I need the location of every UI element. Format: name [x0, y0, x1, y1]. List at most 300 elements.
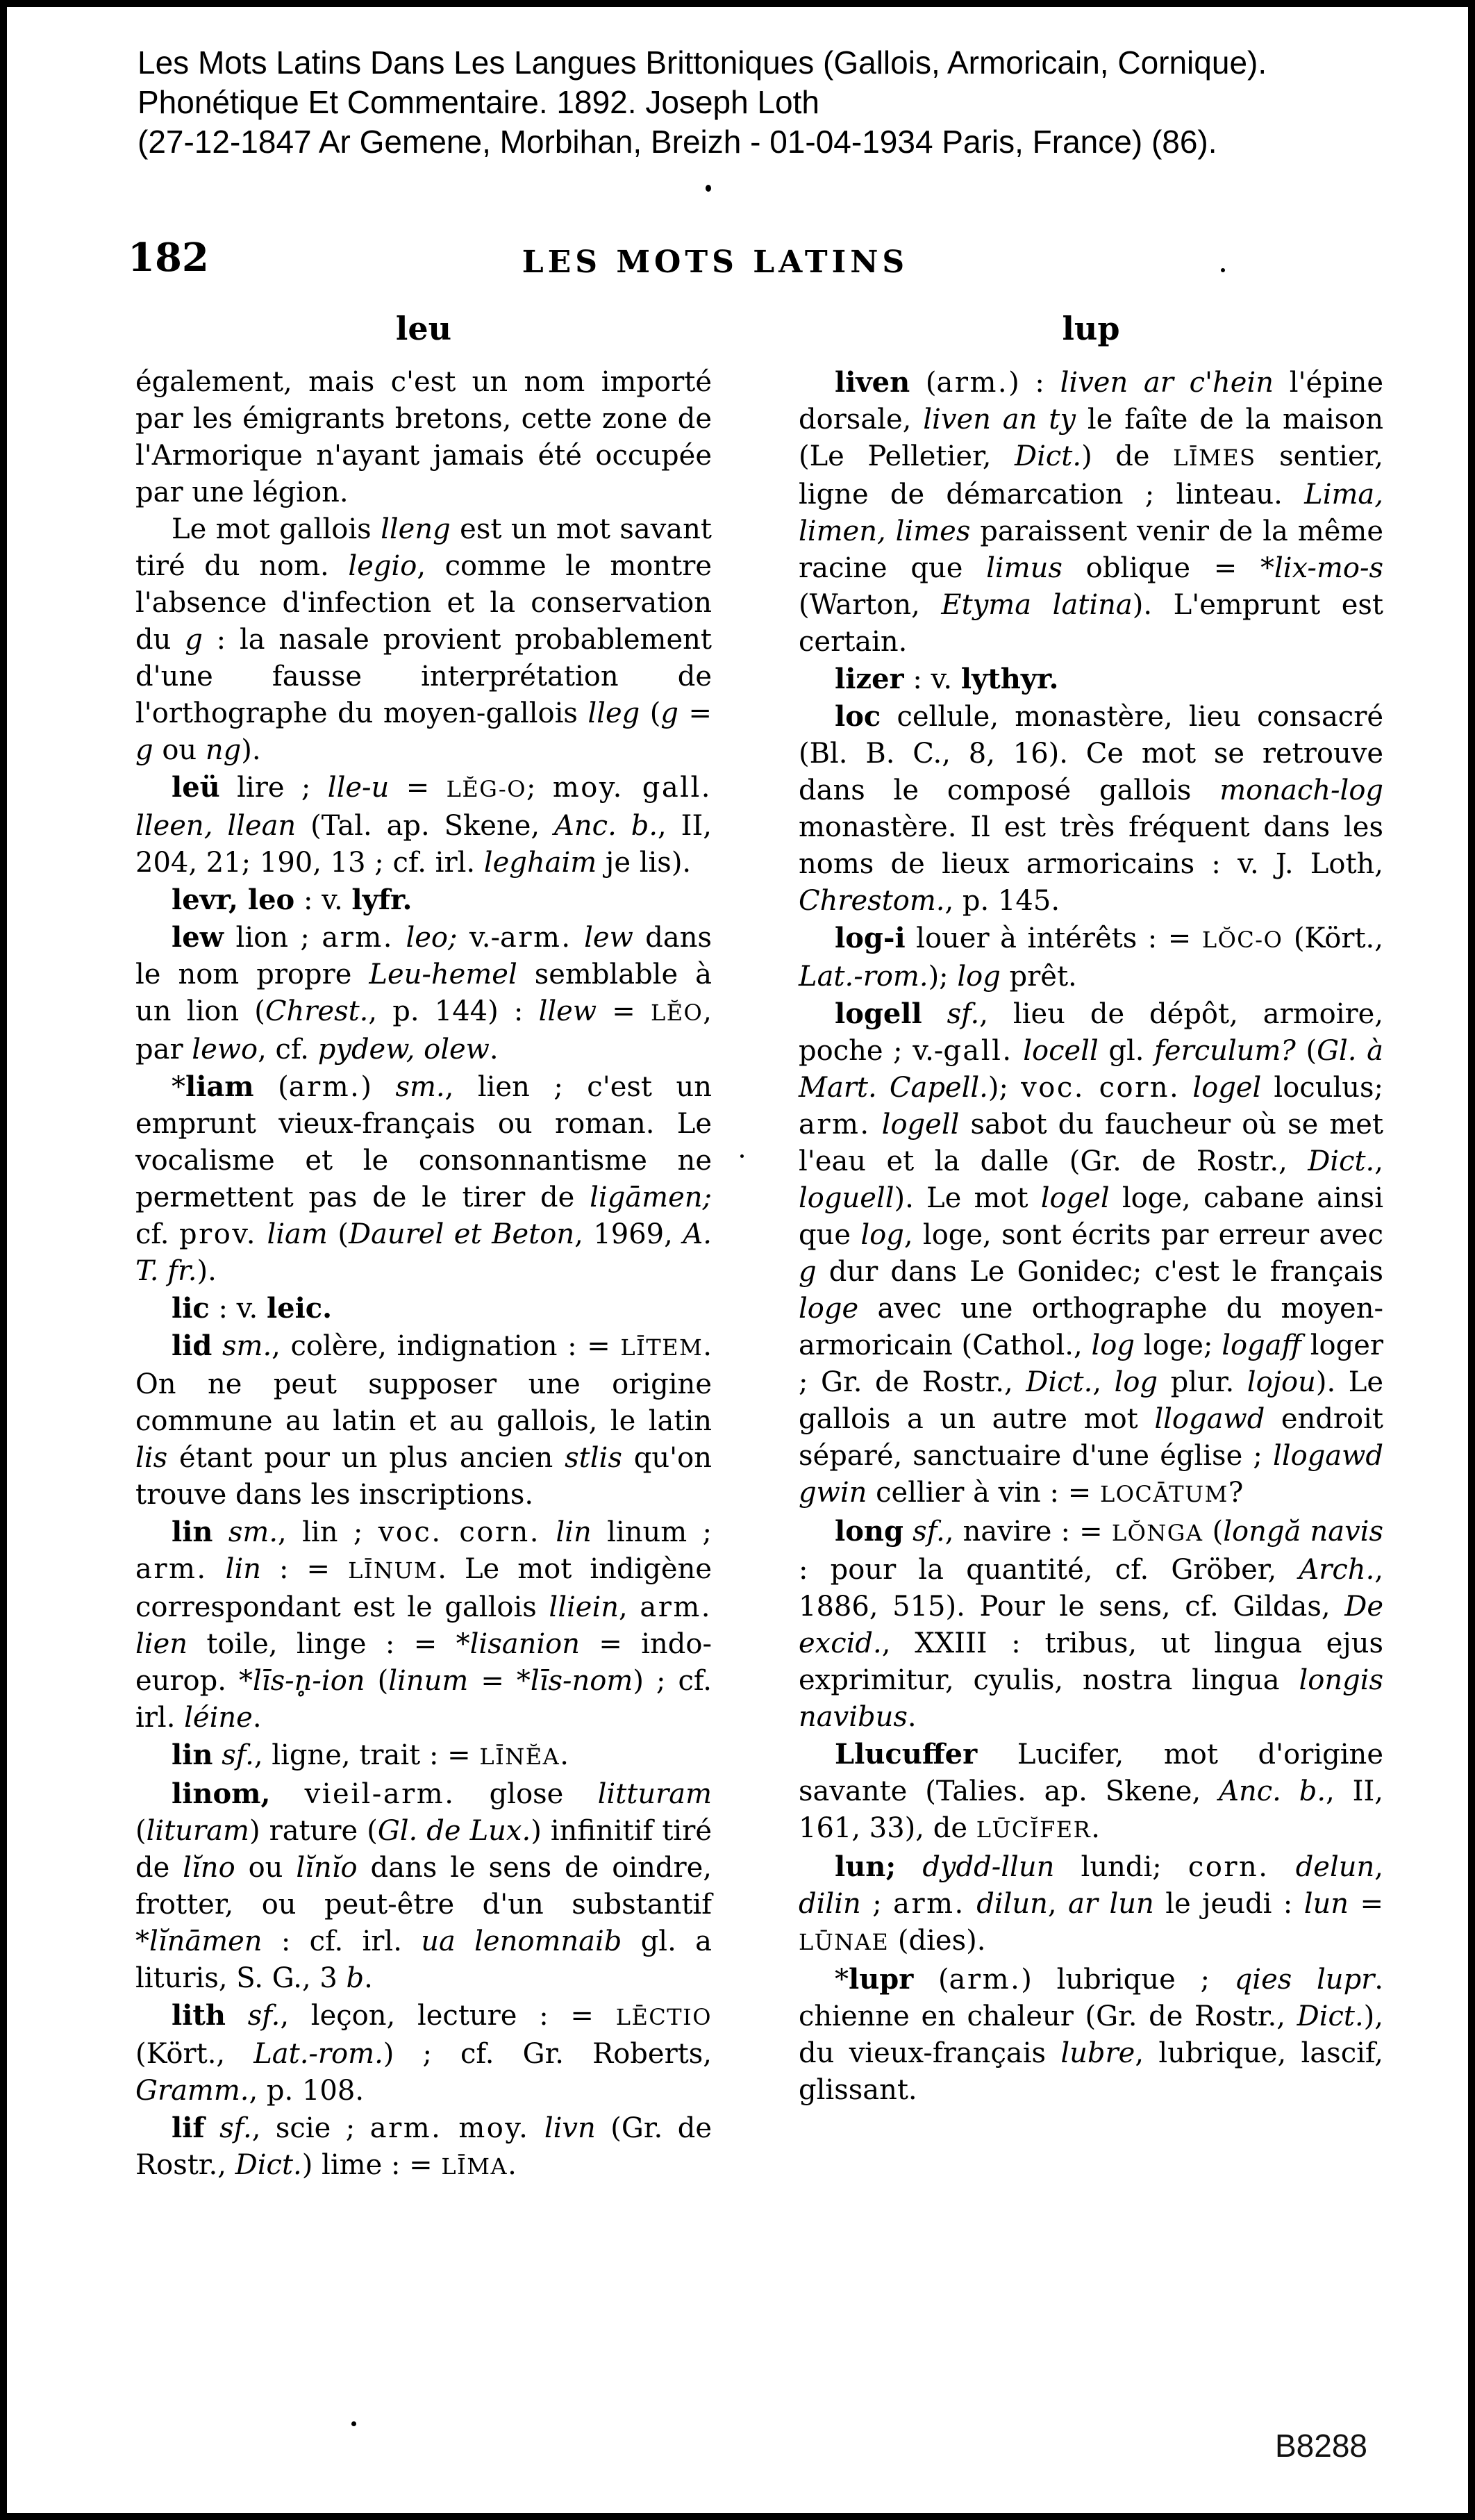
- text-segment: le faîte de la maison (Le Pelletier,: [799, 404, 1383, 472]
- text-segment: ) lubrique ;: [1021, 1964, 1235, 1996]
- text-segment: liven an ty: [923, 404, 1076, 436]
- text-segment: Leu-hemel: [369, 959, 517, 990]
- text-segment: (Tal. ap. Skene,: [296, 810, 555, 842]
- entry-paragraph: [135, 1736, 712, 1775]
- text-segment: leo;: [406, 922, 458, 954]
- text-segment: , lieu de dépôt, armoire, poche ; v.-: [799, 998, 1384, 1067]
- text-segment: , par: [135, 995, 712, 1066]
- text-segment: līs-n̥-ion: [253, 1665, 365, 1697]
- entry-paragraph: [135, 1327, 712, 1514]
- text-segment: (: [253, 1071, 289, 1103]
- text-segment: , comme le montre l'absence d'infection et la conservation du: [135, 550, 712, 656]
- text-segment: sf.: [247, 2000, 281, 2032]
- text-segment: De excid.: [799, 1591, 1383, 1659]
- text-segment: qu'on trouve dans les inscriptions.: [135, 1442, 712, 1511]
- text-segment: sentier, ligne de démarcation ; linteau.: [799, 440, 1384, 511]
- text-segment: lun: [1303, 1888, 1349, 1920]
- text-segment: Gl. de Lux.: [377, 1815, 531, 1847]
- entry-paragraph: [799, 920, 1383, 995]
- text-segment: delun: [1295, 1851, 1375, 1883]
- text-segment: arm.: [288, 1071, 361, 1103]
- text-segment: g: [135, 734, 153, 766]
- text-segment: arm. moy.: [369, 2112, 530, 2144]
- text-segment: ). Le mot: [894, 1182, 1041, 1214]
- text-segment: (Gr. de Rostr.,: [135, 2112, 712, 2181]
- text-segment: g: [185, 624, 203, 656]
- text-segment: Lima, limen, limes: [799, 479, 1383, 547]
- column-head-leu: leu: [395, 310, 452, 347]
- text-segment: [212, 1739, 222, 1771]
- text-segment: LOCĀTUM: [1099, 1481, 1228, 1507]
- text-segment: (: [135, 1815, 147, 1847]
- text-segment: (: [327, 1218, 349, 1250]
- text-segment: = *: [468, 1665, 531, 1697]
- book-title-header: [138, 43, 1388, 162]
- text-segment: . chienne en chaleur (Gr. de Rostr.,: [799, 1964, 1384, 2032]
- text-segment: arm.: [949, 1964, 1022, 1996]
- text-segment: A. T. fr.: [135, 1218, 712, 1287]
- text-segment: arm.: [135, 1553, 208, 1585]
- text-segment: longă navis: [1223, 1516, 1383, 1548]
- text-segment: ).: [241, 734, 261, 766]
- text-segment: [572, 922, 584, 954]
- text-segment: arm.: [799, 1109, 871, 1141]
- text-segment: legio: [348, 550, 417, 582]
- text-segment: .: [560, 1739, 569, 1771]
- text-segment: arm.: [936, 367, 1009, 399]
- text-segment: );: [928, 961, 958, 993]
- text-segment: llogawd: [1154, 1403, 1265, 1435]
- text-segment: , 1886, 515). Pour le sens, cf. Gildas,: [799, 1554, 1383, 1623]
- text-segment: Dict.: [1297, 2000, 1364, 2032]
- entry-paragraph: [799, 1513, 1383, 1736]
- text-segment: , p. 144) :: [368, 995, 539, 1027]
- text-segment: gl. a lituris, S. G., 3: [135, 1925, 712, 1994]
- text-segment: LĔO: [650, 1000, 703, 1026]
- text-segment: l'épine dorsale,: [799, 367, 1383, 436]
- text-segment: [226, 2000, 248, 2032]
- text-segment: ,: [619, 1591, 640, 1623]
- text-segment: (: [910, 367, 937, 399]
- text-segment: Lat.-rom.: [253, 2038, 383, 2070]
- text-segment: Lucifer, mot d'origine savante (Talies. ap. Skene,: [799, 1739, 1383, 1807]
- text-segment: Anc. b.: [1219, 1775, 1326, 1807]
- text-segment: lin: [172, 1739, 213, 1771]
- text-segment: : v.: [209, 1293, 267, 1325]
- text-segment: (Kört.,: [1283, 922, 1383, 954]
- text-segment: g: [660, 697, 678, 729]
- text-segment: lid: [172, 1329, 212, 1362]
- text-segment: lleng: [381, 513, 451, 545]
- entry-paragraph: [799, 364, 1383, 661]
- scan-speck: [706, 185, 711, 192]
- text-segment: pydew, olew: [317, 1034, 490, 1066]
- text-segment: lizer: [835, 663, 904, 695]
- text-segment: lith: [172, 1999, 226, 2032]
- running-title: LES MOTS LATINS: [522, 244, 909, 280]
- entry-paragraph: [135, 1068, 712, 1290]
- text-segment: liven: [835, 366, 910, 399]
- text-segment: LĔG-O: [446, 776, 526, 802]
- text-segment: cellier à vin : =: [867, 1477, 1100, 1509]
- text-segment: [1013, 1035, 1024, 1067]
- text-segment: dans le sens de oindre, frotter, ou peut-être d'un substantif *: [135, 1852, 712, 1957]
- text-segment: ua lenomnaib: [421, 1925, 622, 1957]
- text-segment: . On ne peut supposer une origine commune au latin et au gallois, le latin: [135, 1330, 712, 1437]
- text-segment: sf.: [222, 1739, 254, 1771]
- text-segment: linom,: [172, 1777, 271, 1810]
- text-segment: lin: [225, 1553, 262, 1585]
- text-segment: , cf.: [258, 1034, 318, 1066]
- text-segment: (: [1295, 1035, 1317, 1067]
- text-segment: monach-log: [1219, 774, 1383, 806]
- book-title-line3: (27-12-1847 Ar Gemene, Morbihan, Breizh - 01-04-1934 Paris, France) (86).: [138, 124, 1217, 160]
- text-segment: lew: [584, 922, 633, 954]
- text-segment: : la nasale provient probablement d'une fausse interprétation de l'orthographe du moyen-gallois: [135, 624, 712, 729]
- text-segment: g: [799, 1256, 817, 1288]
- text-segment: : =: [261, 1553, 349, 1585]
- text-segment: lĭnĭo: [296, 1852, 358, 1884]
- text-segment: leghaim: [483, 847, 597, 879]
- text-segment: long: [835, 1515, 903, 1548]
- text-segment: prov.: [179, 1218, 257, 1250]
- text-segment: je lis).: [597, 847, 692, 879]
- text-segment: lĭno: [183, 1852, 235, 1884]
- text-segment: lyfr.: [351, 884, 412, 916]
- text-segment: = indo-europ. *: [135, 1628, 712, 1697]
- text-segment: .: [489, 1034, 499, 1066]
- text-segment: dur dans Le Gonidec; c'est le français: [816, 1256, 1383, 1288]
- text-segment: Gl. à Mart. Capell.: [799, 1035, 1383, 1104]
- text-segment: [208, 1553, 226, 1585]
- text-segment: lisanion: [469, 1628, 580, 1660]
- text-segment: LĪTEM: [620, 1334, 703, 1361]
- text-segment: sabot du faucheur où se met l'eau et la dalle (Gr. de Rostr.,: [799, 1109, 1383, 1177]
- text-segment: [871, 1109, 882, 1141]
- text-segment: qies lupr: [1234, 1964, 1375, 1996]
- text-segment: glose: [455, 1778, 598, 1810]
- text-segment: , II, 204, 21; 190, 13 ; cf. irl.: [135, 810, 712, 879]
- text-segment: , p. 145.: [944, 885, 1060, 917]
- scan-speck: [351, 2421, 356, 2426]
- text-segment: [1269, 1851, 1296, 1883]
- text-segment: arm.: [893, 1888, 965, 1920]
- entry-paragraph: [799, 1736, 1383, 1848]
- text-segment: [922, 998, 947, 1030]
- text-segment: [257, 1218, 267, 1250]
- text-segment: locell: [1023, 1035, 1099, 1067]
- entry-paragraph: [135, 364, 712, 511]
- text-segment: (: [1203, 1516, 1224, 1548]
- text-segment: lituram: [146, 1815, 249, 1847]
- text-segment: léine: [184, 1702, 253, 1734]
- text-segment: *: [835, 1964, 849, 1996]
- text-segment: ou: [235, 1852, 297, 1884]
- scan-speck: [740, 1154, 744, 1158]
- text-segment: ) ; cf. Gr. Roberts,: [383, 2038, 712, 2070]
- text-segment: toile, linge : = *: [188, 1628, 470, 1660]
- text-segment: loge, cabane ainsi que: [799, 1182, 1383, 1251]
- text-segment: LĪMES: [1173, 445, 1256, 471]
- text-segment: cf.: [135, 1218, 180, 1250]
- text-segment: lle-u: [327, 772, 390, 804]
- text-segment: linum: [388, 1665, 469, 1697]
- text-segment: Etyma latina: [941, 589, 1133, 621]
- text-segment: [896, 1851, 922, 1883]
- entry-paragraph: [799, 698, 1383, 920]
- text-segment: ,: [1374, 1145, 1383, 1177]
- entry-paragraph: [135, 511, 712, 769]
- text-segment: semblable à un lion (: [135, 959, 712, 1027]
- book-title-line2: Phonétique Et Commentaire. 1892. Joseph Loth: [138, 84, 819, 120]
- text-segment: Chrest.: [265, 995, 369, 1027]
- text-segment: logell: [881, 1109, 960, 1141]
- text-segment: ), du vieux-français: [799, 2000, 1383, 2069]
- text-segment: longis navibus: [799, 1664, 1383, 1733]
- text-segment: LĪNUM: [348, 1557, 438, 1584]
- text-segment: v.-: [457, 922, 501, 954]
- text-segment: louer à intérêts : =: [905, 922, 1202, 954]
- text-segment: , lien ; c'est un emprunt vieux-français ou roman. Le vocalisme et le consonnantisme ne permettent pas de le tirer de: [135, 1071, 712, 1213]
- text-segment: log-i: [835, 922, 906, 954]
- text-segment: logaff: [1222, 1329, 1301, 1361]
- text-segment: lin: [556, 1516, 592, 1548]
- text-segment: (Warton,: [799, 589, 942, 621]
- text-segment: ;: [860, 1888, 894, 1920]
- text-segment: LĪMA: [441, 2153, 508, 2180]
- text-segment: lif: [172, 2112, 205, 2144]
- text-segment: , ligne, trait : =: [253, 1739, 480, 1771]
- text-segment: le jeudi :: [1153, 1888, 1304, 1920]
- text-segment: avec une orthographe du moyen-armoricain (Cathol.,: [799, 1293, 1383, 1361]
- text-segment: lundi;: [1054, 1851, 1188, 1883]
- text-segment: lubre: [1060, 2037, 1135, 2069]
- text-segment: sf.: [912, 1516, 945, 1548]
- text-segment: log: [1114, 1366, 1158, 1398]
- text-segment: oblique = *: [1062, 552, 1274, 584]
- text-segment: : cf. irl.: [262, 1925, 422, 1957]
- text-segment: .: [508, 2149, 517, 2181]
- text-segment: ;: [526, 772, 553, 804]
- text-segment: ligāmen;: [590, 1182, 712, 1213]
- text-segment: gall.: [943, 1035, 1013, 1067]
- footer-code: B8288: [1275, 2428, 1368, 2464]
- text-segment: , lubrique, lascif, glissant.: [799, 2037, 1383, 2106]
- text-segment: llew: [538, 995, 597, 1027]
- entry-paragraph: [799, 995, 1383, 1513]
- text-segment: *: [172, 1071, 185, 1103]
- text-segment: stlis: [565, 1442, 622, 1474]
- text-segment: log: [860, 1219, 904, 1251]
- text-segment: voc. corn.: [378, 1516, 540, 1548]
- text-segment: ferculum?: [1154, 1035, 1296, 1067]
- page-number: 182: [128, 235, 209, 281]
- text-segment: lleen, llean: [135, 810, 297, 842]
- text-segment: lion ;: [224, 922, 322, 954]
- text-segment: Arch.: [1299, 1554, 1375, 1586]
- text-segment: , scie ;: [251, 2112, 370, 2144]
- text-segment: arm.: [322, 922, 394, 954]
- text-segment: [205, 2112, 219, 2144]
- text-segment: ,: [1374, 1851, 1384, 1883]
- entry-paragraph: [135, 1775, 712, 1997]
- text-segment: LŎC-O: [1201, 927, 1283, 953]
- text-segment: Daurel et Beton: [349, 1218, 575, 1250]
- text-segment: LĪNĔA: [479, 1743, 560, 1770]
- text-segment: loger ; Gr. de Rostr.,: [799, 1329, 1384, 1398]
- entry-paragraph: [135, 1997, 712, 2109]
- right-column: [799, 364, 1383, 2109]
- text-segment: sm.: [228, 1516, 278, 1548]
- entry-paragraph: [799, 1848, 1383, 1961]
- text-segment: ng: [205, 734, 242, 766]
- text-segment: gl.: [1098, 1035, 1155, 1067]
- text-segment: linum ;: [591, 1516, 712, 1548]
- text-segment: dilin: [799, 1888, 861, 1920]
- text-segment: Dict.: [1308, 1145, 1375, 1177]
- text-segment: ): [360, 1071, 396, 1103]
- text-segment: loc: [835, 700, 881, 733]
- text-segment: sf.: [947, 998, 980, 1030]
- text-segment: dans le nom propre: [135, 922, 712, 990]
- text-segment: leü: [172, 771, 220, 804]
- text-segment: endroit séparé, sanctuaire d'une église ;: [799, 1403, 1383, 1472]
- entry-paragraph: [799, 661, 1383, 698]
- text-segment: ) :: [1008, 367, 1060, 399]
- text-segment: =: [597, 995, 651, 1027]
- text-segment: paraissent venir de la même racine que: [799, 515, 1383, 584]
- text-segment: ).: [197, 1255, 217, 1287]
- text-segment: lire ;: [219, 772, 328, 804]
- text-segment: ou: [153, 734, 206, 766]
- text-segment: Gramm.: [135, 2075, 249, 2107]
- text-segment: loguell: [799, 1182, 894, 1214]
- text-segment: lun;: [835, 1850, 897, 1883]
- text-segment: [270, 1778, 304, 1810]
- text-segment: LŪCĬFER: [976, 1816, 1092, 1843]
- text-segment: logel: [1192, 1072, 1262, 1104]
- text-segment: cellule, monastère, lieu consacré (Bl. B. C., 8, 16). Ce mot se retrouve dans le composé gallois: [799, 701, 1383, 806]
- text-segment: , 1969,: [574, 1218, 683, 1250]
- text-segment: (: [365, 1665, 389, 1697]
- text-segment: , p. 108.: [249, 2075, 365, 2107]
- text-segment: liam: [267, 1218, 328, 1250]
- text-segment: arm.: [640, 1591, 712, 1623]
- text-segment: sm.: [395, 1071, 445, 1103]
- text-segment: .: [907, 1701, 917, 1733]
- text-segment: moy. gall.: [552, 772, 712, 804]
- text-segment: (Kört.,: [135, 2038, 254, 2070]
- text-segment: également, mais c'est un nom importé par les émigrants bretons, cette zone de l'Armorique n'ayant jamais été occupée par une légion.: [135, 366, 712, 508]
- entry-paragraph: [135, 1514, 712, 1736]
- text-segment: loge: [799, 1293, 859, 1325]
- text-segment: logel: [1040, 1182, 1110, 1214]
- text-segment: Dict.: [1026, 1366, 1093, 1398]
- text-segment: [212, 1516, 228, 1548]
- text-segment: LĒCTIO: [615, 2004, 712, 2030]
- text-segment: [965, 1888, 976, 1920]
- text-segment: ?: [1228, 1477, 1244, 1509]
- text-segment: livn: [544, 2112, 596, 2144]
- entry-paragraph: [135, 769, 712, 881]
- text-segment: : v.: [903, 663, 961, 695]
- text-segment: ) rature (: [249, 1815, 378, 1847]
- text-segment: ) ; cf. irl.: [135, 1665, 712, 1734]
- text-segment: ,: [1092, 1366, 1115, 1398]
- text-segment: sf.: [219, 2112, 252, 2144]
- text-segment: liam: [185, 1070, 254, 1103]
- text-segment: lin: [172, 1516, 213, 1548]
- text-segment: līs-nom: [530, 1665, 633, 1697]
- text-segment: (dies).: [889, 1925, 986, 1957]
- text-segment: dydd-llun: [922, 1851, 1055, 1883]
- text-segment: lĭnāmen: [149, 1925, 262, 1957]
- entry-paragraph: [799, 1961, 1383, 2109]
- text-segment: ). L'emprunt est certain.: [799, 589, 1383, 658]
- text-segment: logell: [835, 997, 922, 1030]
- text-segment: , leçon, lecture : =: [280, 2000, 616, 2032]
- text-segment: voc. corn.: [1021, 1072, 1181, 1104]
- text-segment: ) infinitif tiré de: [135, 1815, 712, 1884]
- text-segment: plur.: [1158, 1366, 1247, 1398]
- entry-paragraph: [135, 1290, 712, 1327]
- entry-paragraph: [135, 919, 712, 1068]
- text-segment: .: [1091, 1812, 1100, 1844]
- text-segment: lew: [172, 921, 224, 954]
- text-segment: lojou: [1247, 1366, 1316, 1398]
- text-segment: ar lun: [1068, 1888, 1154, 1920]
- text-segment: monastère. Il est très fréquent dans les noms de lieux armoricains : v. J. Loth,: [799, 811, 1383, 880]
- left-column: [135, 364, 712, 2185]
- text-segment: LŪNAE: [799, 1929, 890, 1955]
- text-segment: , loge, sont écrits par erreur avec: [903, 1219, 1383, 1251]
- entry-paragraph: [135, 2109, 712, 2185]
- text-segment: (: [913, 1964, 949, 1996]
- text-segment: est un mot savant tiré du nom.: [135, 513, 712, 582]
- text-segment: [903, 1516, 912, 1548]
- text-segment: [394, 922, 406, 954]
- text-segment: : pour la quantité, cf. Gröber,: [799, 1554, 1299, 1586]
- column-head-lup: lup: [1062, 310, 1120, 347]
- text-segment: : v.: [294, 884, 352, 916]
- text-segment: levr, leo: [172, 884, 295, 916]
- text-segment: =: [389, 772, 447, 804]
- text-segment: Lat.-rom.: [799, 961, 928, 993]
- book-title-line1: Les Mots Latins Dans Les Langues Brittoniques (Gallois, Armoricain, Cornique).: [138, 44, 1267, 81]
- text-segment: [529, 2112, 544, 2144]
- text-segment: lythyr.: [960, 663, 1059, 695]
- text-segment: [212, 1330, 222, 1362]
- text-segment: loge;: [1135, 1329, 1222, 1361]
- text-segment: lis: [135, 1442, 168, 1474]
- text-segment: lewo: [192, 1034, 258, 1066]
- text-segment: Dict.: [235, 2149, 302, 2181]
- text-segment: log: [957, 961, 1001, 993]
- text-segment: , II, 161, 33), de: [799, 1775, 1383, 1844]
- text-segment: ). Le gallois a un autre mot: [799, 1366, 1384, 1435]
- text-segment: lliein: [549, 1591, 619, 1623]
- text-segment: .: [364, 1962, 373, 1994]
- text-segment: loculus;: [1261, 1072, 1384, 1104]
- text-segment: (: [640, 697, 661, 729]
- text-segment: lien: [135, 1628, 188, 1660]
- text-segment: [540, 1516, 556, 1548]
- text-segment: Anc. b.: [554, 810, 658, 842]
- entry-paragraph: [135, 881, 712, 919]
- text-segment: prêt.: [1000, 961, 1077, 993]
- text-segment: ,: [1047, 1888, 1069, 1920]
- text-segment: , colère, indignation : =: [272, 1330, 621, 1362]
